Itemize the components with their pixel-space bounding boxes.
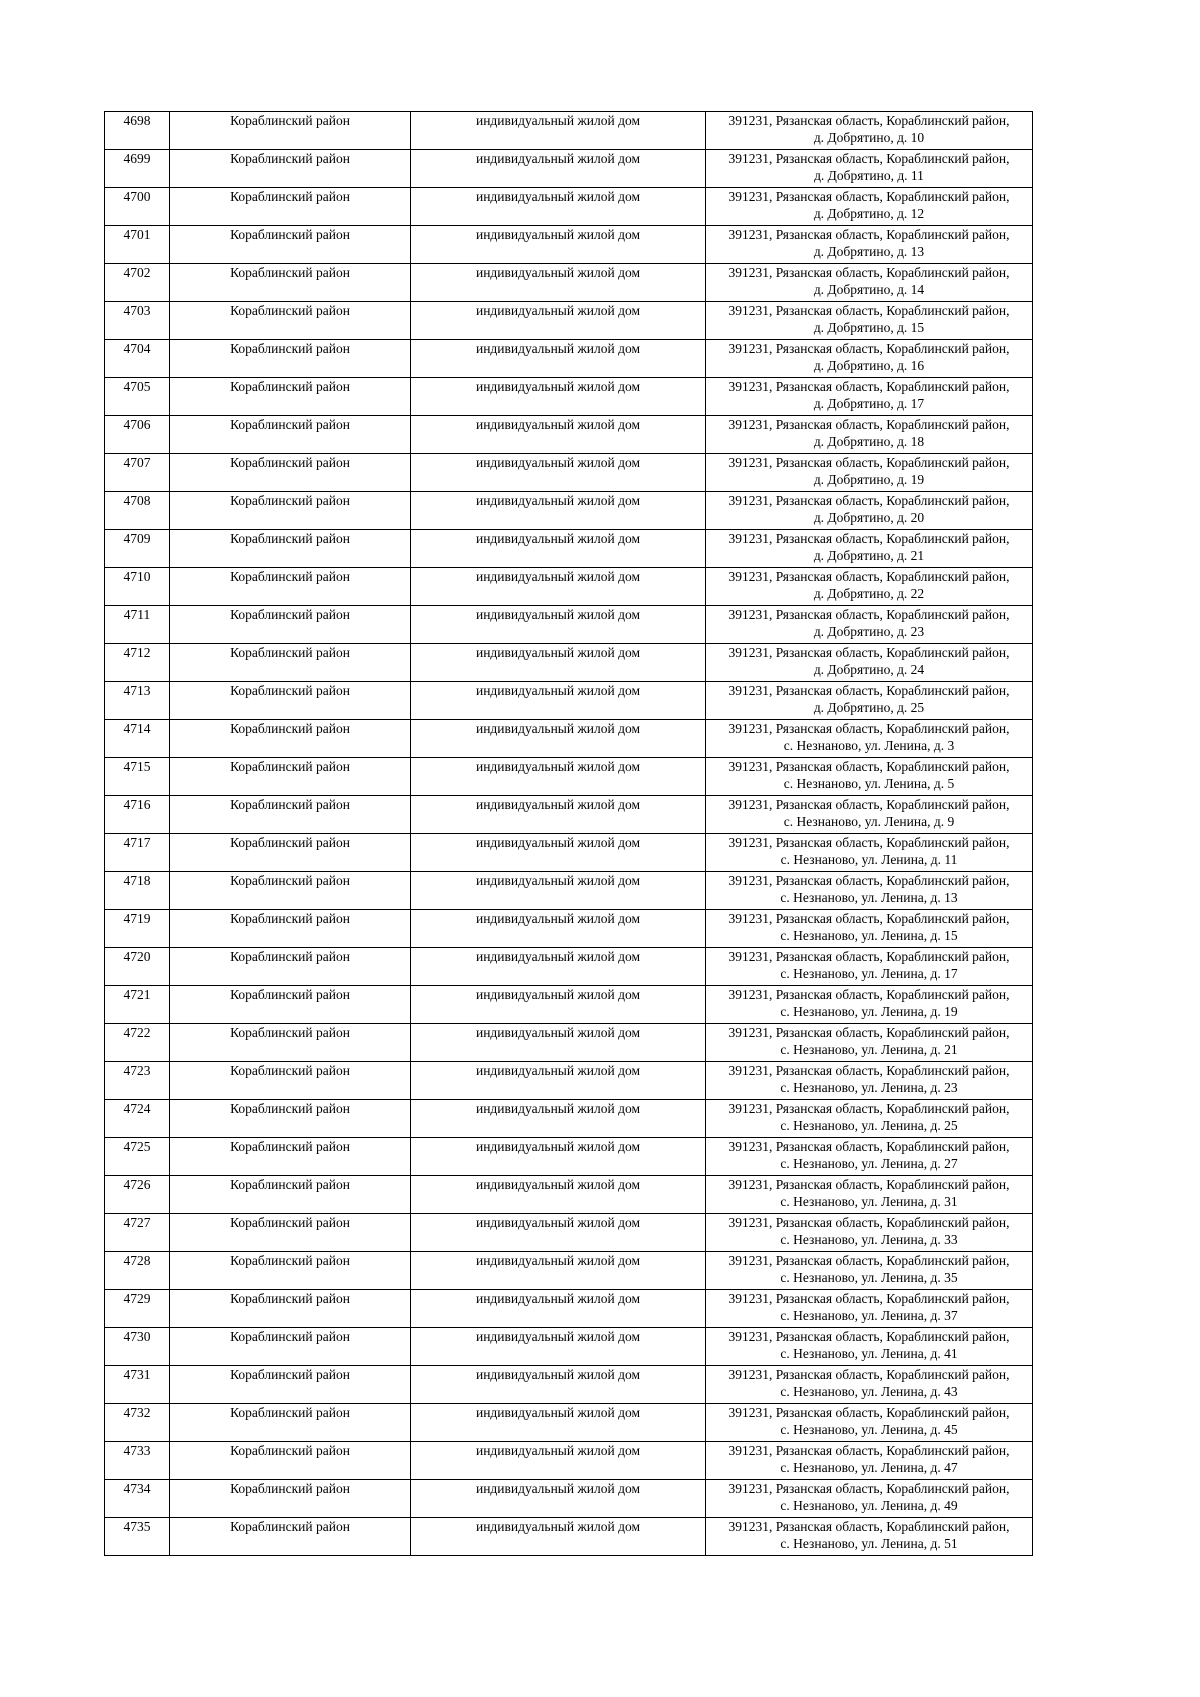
- address-cell: [706, 416, 1033, 454]
- address-cell: [706, 454, 1033, 492]
- object-type-cell: индивидуальный жилой дом: [411, 568, 706, 606]
- address-line-1: 391231, Рязанская область, Кораблинский район,: [728, 1291, 1010, 1306]
- district-cell: Кораблинский район: [170, 150, 411, 188]
- address-line-1: 391231, Рязанская область, Кораблинский район,: [728, 531, 1010, 546]
- row-number-cell: 4705: [105, 378, 170, 416]
- district-cell: Кораблинский район: [170, 530, 411, 568]
- address-cell: [706, 378, 1033, 416]
- district-cell: Кораблинский район: [170, 682, 411, 720]
- address-cell: [706, 1518, 1033, 1556]
- housing-registry-table: [104, 111, 1033, 1556]
- table-row: [105, 1138, 1033, 1176]
- district-cell: Кораблинский район: [170, 1100, 411, 1138]
- address-line-1: 391231, Рязанская область, Кораблинский район,: [728, 341, 1010, 356]
- row-number-cell: 4704: [105, 340, 170, 378]
- address-cell: [706, 226, 1033, 264]
- row-number-cell: 4710: [105, 568, 170, 606]
- district-cell: Кораблинский район: [170, 758, 411, 796]
- address-line-2: д. Добрятино, д. 13: [813, 244, 925, 259]
- object-type-cell: индивидуальный жилой дом: [411, 758, 706, 796]
- row-number-cell: 4708: [105, 492, 170, 530]
- table-row: [105, 378, 1033, 416]
- row-number-cell: 4721: [105, 986, 170, 1024]
- row-number-cell: 4700: [105, 188, 170, 226]
- address-cell: [706, 682, 1033, 720]
- row-number-cell: 4702: [105, 264, 170, 302]
- address-line-2: с. Незнаново, ул. Ленина, д. 35: [780, 1270, 958, 1285]
- address-cell: [706, 834, 1033, 872]
- row-number-cell: 4731: [105, 1366, 170, 1404]
- row-number-cell: 4720: [105, 948, 170, 986]
- row-number-cell: 4699: [105, 150, 170, 188]
- table-row: [105, 302, 1033, 340]
- address-line-1: 391231, Рязанская область, Кораблинский район,: [728, 911, 1010, 926]
- object-type-cell: индивидуальный жилой дом: [411, 1366, 706, 1404]
- row-number-cell: 4727: [105, 1214, 170, 1252]
- table-row: [105, 1328, 1033, 1366]
- object-type-cell: индивидуальный жилой дом: [411, 188, 706, 226]
- address-line-1: 391231, Рязанская область, Кораблинский район,: [728, 987, 1010, 1002]
- address-line-2: с. Незнаново, ул. Ленина, д. 49: [780, 1498, 958, 1513]
- address-line-2: с. Незнаново, ул. Ленина, д. 9: [783, 814, 955, 829]
- address-line-2: д. Добрятино, д. 19: [813, 472, 925, 487]
- row-number-cell: 4732: [105, 1404, 170, 1442]
- row-number-cell: 4709: [105, 530, 170, 568]
- row-number-cell: 4716: [105, 796, 170, 834]
- table-row: [105, 226, 1033, 264]
- address-line-1: 391231, Рязанская область, Кораблинский район,: [728, 683, 1010, 698]
- address-cell: [706, 1404, 1033, 1442]
- object-type-cell: индивидуальный жилой дом: [411, 1480, 706, 1518]
- district-cell: Кораблинский район: [170, 720, 411, 758]
- table-row: [105, 1176, 1033, 1214]
- row-number-cell: 4728: [105, 1252, 170, 1290]
- row-number-cell: 4718: [105, 872, 170, 910]
- address-cell: [706, 1214, 1033, 1252]
- address-line-2: д. Добрятино, д. 24: [813, 662, 925, 677]
- address-line-2: с. Незнаново, ул. Ленина, д. 51: [780, 1536, 958, 1551]
- district-cell: Кораблинский район: [170, 834, 411, 872]
- table-row: [105, 530, 1033, 568]
- table-row: [105, 682, 1033, 720]
- object-type-cell: индивидуальный жилой дом: [411, 416, 706, 454]
- row-number-cell: 4707: [105, 454, 170, 492]
- address-line-1: 391231, Рязанская область, Кораблинский район,: [728, 493, 1010, 508]
- table-row: [105, 112, 1033, 150]
- address-line-2: с. Незнаново, ул. Ленина, д. 33: [780, 1232, 958, 1247]
- address-cell: [706, 1328, 1033, 1366]
- row-number-cell: 4713: [105, 682, 170, 720]
- address-line-2: с. Незнаново, ул. Ленина, д. 5: [783, 776, 955, 791]
- address-line-2: с. Незнаново, ул. Ленина, д. 17: [780, 966, 958, 981]
- address-line-2: с. Незнаново, ул. Ленина, д. 11: [780, 852, 958, 867]
- table-row: [105, 1404, 1033, 1442]
- district-cell: Кораблинский район: [170, 1518, 411, 1556]
- object-type-cell: индивидуальный жилой дом: [411, 682, 706, 720]
- address-line-1: 391231, Рязанская область, Кораблинский район,: [728, 1253, 1010, 1268]
- row-number-cell: 4703: [105, 302, 170, 340]
- address-line-1: 391231, Рязанская область, Кораблинский район,: [728, 1063, 1010, 1078]
- row-number-cell: 4715: [105, 758, 170, 796]
- address-line-1: 391231, Рязанская область, Кораблинский район,: [728, 417, 1010, 432]
- table-row: [105, 150, 1033, 188]
- district-cell: Кораблинский район: [170, 1404, 411, 1442]
- row-number-cell: 4724: [105, 1100, 170, 1138]
- address-cell: [706, 1062, 1033, 1100]
- object-type-cell: индивидуальный жилой дом: [411, 606, 706, 644]
- address-line-1: 391231, Рязанская область, Кораблинский район,: [728, 1025, 1010, 1040]
- district-cell: Кораблинский район: [170, 1442, 411, 1480]
- district-cell: Кораблинский район: [170, 492, 411, 530]
- address-line-1: 391231, Рязанская область, Кораблинский район,: [728, 1443, 1010, 1458]
- row-number-cell: 4701: [105, 226, 170, 264]
- district-cell: Кораблинский район: [170, 796, 411, 834]
- object-type-cell: индивидуальный жилой дом: [411, 454, 706, 492]
- table-row: [105, 492, 1033, 530]
- address-line-1: 391231, Рязанская область, Кораблинский район,: [728, 797, 1010, 812]
- district-cell: Кораблинский район: [170, 188, 411, 226]
- table-row: [105, 1366, 1033, 1404]
- table-row: [105, 1214, 1033, 1252]
- table-row: [105, 606, 1033, 644]
- table-row: [105, 644, 1033, 682]
- object-type-cell: индивидуальный жилой дом: [411, 948, 706, 986]
- district-cell: Кораблинский район: [170, 872, 411, 910]
- address-line-1: 391231, Рязанская область, Кораблинский район,: [728, 1101, 1010, 1116]
- row-number-cell: 4711: [105, 606, 170, 644]
- address-line-2: с. Незнаново, ул. Ленина, д. 31: [780, 1194, 958, 1209]
- address-line-2: д. Добрятино, д. 25: [813, 700, 925, 715]
- address-line-1: 391231, Рязанская область, Кораблинский район,: [728, 645, 1010, 660]
- table-row: [105, 1442, 1033, 1480]
- address-line-2: с. Незнаново, ул. Ленина, д. 23: [780, 1080, 958, 1095]
- object-type-cell: индивидуальный жилой дом: [411, 910, 706, 948]
- address-line-2: с. Незнаново, ул. Ленина, д. 41: [780, 1346, 958, 1361]
- address-line-1: 391231, Рязанская область, Кораблинский район,: [728, 1519, 1010, 1534]
- object-type-cell: индивидуальный жилой дом: [411, 1518, 706, 1556]
- district-cell: Кораблинский район: [170, 378, 411, 416]
- address-line-2: д. Добрятино, д. 18: [813, 434, 925, 449]
- row-number-cell: 4730: [105, 1328, 170, 1366]
- address-cell: [706, 948, 1033, 986]
- table-row: [105, 1290, 1033, 1328]
- address-line-1: 391231, Рязанская область, Кораблинский район,: [728, 1367, 1010, 1382]
- address-cell: [706, 796, 1033, 834]
- row-number-cell: 4733: [105, 1442, 170, 1480]
- address-line-1: 391231, Рязанская область, Кораблинский район,: [728, 873, 1010, 888]
- address-line-2: с. Незнаново, ул. Ленина, д. 3: [783, 738, 955, 753]
- address-line-1: 391231, Рязанская область, Кораблинский район,: [728, 1329, 1010, 1344]
- row-number-cell: 4723: [105, 1062, 170, 1100]
- object-type-cell: индивидуальный жилой дом: [411, 226, 706, 264]
- table-row: [105, 796, 1033, 834]
- table-row: [105, 568, 1033, 606]
- row-number-cell: 4729: [105, 1290, 170, 1328]
- object-type-cell: индивидуальный жилой дом: [411, 796, 706, 834]
- table-row: [105, 1480, 1033, 1518]
- district-cell: Кораблинский район: [170, 1366, 411, 1404]
- address-line-1: 391231, Рязанская область, Кораблинский район,: [728, 379, 1010, 394]
- district-cell: Кораблинский район: [170, 1290, 411, 1328]
- address-line-1: 391231, Рязанская область, Кораблинский район,: [728, 227, 1010, 242]
- address-line-2: д. Добрятино, д. 11: [814, 168, 924, 183]
- address-line-2: с. Незнаново, ул. Ленина, д. 15: [780, 928, 958, 943]
- district-cell: Кораблинский район: [170, 454, 411, 492]
- table-row: [105, 834, 1033, 872]
- address-line-1: 391231, Рязанская область, Кораблинский район,: [728, 1215, 1010, 1230]
- address-cell: [706, 758, 1033, 796]
- address-cell: [706, 1024, 1033, 1062]
- address-line-2: с. Незнаново, ул. Ленина, д. 19: [780, 1004, 958, 1019]
- table-body: [105, 112, 1033, 1556]
- address-line-1: 391231, Рязанская область, Кораблинский район,: [728, 759, 1010, 774]
- address-line-2: д. Добрятино, д. 22: [813, 586, 925, 601]
- table-row: [105, 454, 1033, 492]
- document-page: [104, 111, 1032, 1556]
- address-line-1: 391231, Рязанская область, Кораблинский район,: [728, 455, 1010, 470]
- district-cell: Кораблинский район: [170, 644, 411, 682]
- row-number-cell: 4714: [105, 720, 170, 758]
- district-cell: Кораблинский район: [170, 1024, 411, 1062]
- address-line-2: д. Добрятино, д. 23: [813, 624, 925, 639]
- object-type-cell: индивидуальный жилой дом: [411, 1176, 706, 1214]
- row-number-cell: 4725: [105, 1138, 170, 1176]
- address-line-2: д. Добрятино, д. 15: [813, 320, 925, 335]
- address-line-1: 391231, Рязанская область, Кораблинский район,: [728, 303, 1010, 318]
- table-row: [105, 948, 1033, 986]
- address-cell: [706, 606, 1033, 644]
- address-line-2: д. Добрятино, д. 21: [813, 548, 925, 563]
- address-cell: [706, 872, 1033, 910]
- district-cell: Кораблинский район: [170, 302, 411, 340]
- table-row: [105, 1100, 1033, 1138]
- object-type-cell: индивидуальный жилой дом: [411, 1214, 706, 1252]
- address-cell: [706, 1366, 1033, 1404]
- table-row: [105, 758, 1033, 796]
- object-type-cell: индивидуальный жилой дом: [411, 378, 706, 416]
- address-line-2: с. Незнаново, ул. Ленина, д. 47: [780, 1460, 958, 1475]
- address-line-2: д. Добрятино, д. 20: [813, 510, 925, 525]
- object-type-cell: индивидуальный жилой дом: [411, 986, 706, 1024]
- address-line-2: д. Добрятино, д. 17: [813, 396, 925, 411]
- address-line-2: с. Незнаново, ул. Ленина, д. 45: [780, 1422, 958, 1437]
- table-row: [105, 1252, 1033, 1290]
- address-cell: [706, 720, 1033, 758]
- address-cell: [706, 1480, 1033, 1518]
- address-cell: [706, 1100, 1033, 1138]
- row-number-cell: 4726: [105, 1176, 170, 1214]
- address-line-1: 391231, Рязанская область, Кораблинский район,: [728, 189, 1010, 204]
- district-cell: Кораблинский район: [170, 1062, 411, 1100]
- row-number-cell: 4735: [105, 1518, 170, 1556]
- object-type-cell: индивидуальный жилой дом: [411, 720, 706, 758]
- address-cell: [706, 1252, 1033, 1290]
- district-cell: Кораблинский район: [170, 1138, 411, 1176]
- address-cell: [706, 568, 1033, 606]
- object-type-cell: индивидуальный жилой дом: [411, 530, 706, 568]
- address-line-1: 391231, Рязанская область, Кораблинский район,: [728, 1177, 1010, 1192]
- address-line-2: д. Добрятино, д. 10: [813, 130, 925, 145]
- district-cell: Кораблинский район: [170, 910, 411, 948]
- address-line-2: с. Незнаново, ул. Ленина, д. 27: [780, 1156, 958, 1171]
- district-cell: Кораблинский район: [170, 340, 411, 378]
- address-line-1: 391231, Рязанская область, Кораблинский район,: [728, 113, 1010, 128]
- district-cell: Кораблинский район: [170, 1480, 411, 1518]
- district-cell: Кораблинский район: [170, 1214, 411, 1252]
- object-type-cell: индивидуальный жилой дом: [411, 644, 706, 682]
- object-type-cell: индивидуальный жилой дом: [411, 834, 706, 872]
- object-type-cell: индивидуальный жилой дом: [411, 1290, 706, 1328]
- table-row: [105, 416, 1033, 454]
- address-line-2: с. Незнаново, ул. Ленина, д. 21: [780, 1042, 958, 1057]
- address-line-1: 391231, Рязанская область, Кораблинский район,: [728, 1481, 1010, 1496]
- district-cell: Кораблинский район: [170, 1252, 411, 1290]
- address-cell: [706, 986, 1033, 1024]
- address-line-2: с. Незнаново, ул. Ленина, д. 25: [780, 1118, 958, 1133]
- table-row: [105, 872, 1033, 910]
- address-line-1: 391231, Рязанская область, Кораблинский район,: [728, 569, 1010, 584]
- address-line-1: 391231, Рязанская область, Кораблинский район,: [728, 1139, 1010, 1154]
- row-number-cell: 4719: [105, 910, 170, 948]
- object-type-cell: индивидуальный жилой дом: [411, 492, 706, 530]
- table-row: [105, 264, 1033, 302]
- address-line-1: 391231, Рязанская область, Кораблинский район,: [728, 835, 1010, 850]
- address-line-2: д. Добрятино, д. 14: [813, 282, 925, 297]
- table-row: [105, 340, 1033, 378]
- object-type-cell: индивидуальный жилой дом: [411, 872, 706, 910]
- address-line-1: 391231, Рязанская область, Кораблинский район,: [728, 151, 1010, 166]
- address-cell: [706, 302, 1033, 340]
- address-line-2: с. Незнаново, ул. Ленина, д. 37: [780, 1308, 958, 1323]
- object-type-cell: индивидуальный жилой дом: [411, 1100, 706, 1138]
- district-cell: Кораблинский район: [170, 606, 411, 644]
- address-cell: [706, 644, 1033, 682]
- row-number-cell: 4706: [105, 416, 170, 454]
- address-line-2: д. Добрятино, д. 16: [813, 358, 925, 373]
- table-row: [105, 1024, 1033, 1062]
- row-number-cell: 4734: [105, 1480, 170, 1518]
- address-cell: [706, 150, 1033, 188]
- table-row: [105, 910, 1033, 948]
- address-cell: [706, 1138, 1033, 1176]
- address-cell: [706, 492, 1033, 530]
- table-row: [105, 1062, 1033, 1100]
- object-type-cell: индивидуальный жилой дом: [411, 1404, 706, 1442]
- address-line-1: 391231, Рязанская область, Кораблинский район,: [728, 949, 1010, 964]
- address-line-2: с. Незнаново, ул. Ленина, д. 13: [780, 890, 958, 905]
- object-type-cell: индивидуальный жилой дом: [411, 264, 706, 302]
- object-type-cell: индивидуальный жилой дом: [411, 150, 706, 188]
- address-cell: [706, 530, 1033, 568]
- district-cell: Кораблинский район: [170, 226, 411, 264]
- table-row: [105, 188, 1033, 226]
- row-number-cell: 4717: [105, 834, 170, 872]
- district-cell: Кораблинский район: [170, 264, 411, 302]
- address-line-1: 391231, Рязанская область, Кораблинский район,: [728, 1405, 1010, 1420]
- district-cell: Кораблинский район: [170, 986, 411, 1024]
- district-cell: Кораблинский район: [170, 1328, 411, 1366]
- object-type-cell: индивидуальный жилой дом: [411, 302, 706, 340]
- object-type-cell: индивидуальный жилой дом: [411, 1252, 706, 1290]
- table-row: [105, 720, 1033, 758]
- address-line-2: с. Незнаново, ул. Ленина, д. 43: [780, 1384, 958, 1399]
- address-cell: [706, 264, 1033, 302]
- address-cell: [706, 340, 1033, 378]
- address-cell: [706, 1442, 1033, 1480]
- address-line-2: д. Добрятино, д. 12: [813, 206, 925, 221]
- district-cell: Кораблинский район: [170, 112, 411, 150]
- district-cell: Кораблинский район: [170, 568, 411, 606]
- object-type-cell: индивидуальный жилой дом: [411, 1328, 706, 1366]
- object-type-cell: индивидуальный жилой дом: [411, 1024, 706, 1062]
- district-cell: Кораблинский район: [170, 416, 411, 454]
- address-cell: [706, 910, 1033, 948]
- object-type-cell: индивидуальный жилой дом: [411, 1062, 706, 1100]
- address-cell: [706, 188, 1033, 226]
- object-type-cell: индивидуальный жилой дом: [411, 1442, 706, 1480]
- district-cell: Кораблинский район: [170, 948, 411, 986]
- address-line-1: 391231, Рязанская область, Кораблинский район,: [728, 721, 1010, 736]
- table-row: [105, 986, 1033, 1024]
- table-row: [105, 1518, 1033, 1556]
- row-number-cell: 4712: [105, 644, 170, 682]
- row-number-cell: 4698: [105, 112, 170, 150]
- address-line-1: 391231, Рязанская область, Кораблинский район,: [728, 265, 1010, 280]
- object-type-cell: индивидуальный жилой дом: [411, 340, 706, 378]
- object-type-cell: индивидуальный жилой дом: [411, 1138, 706, 1176]
- address-cell: [706, 1176, 1033, 1214]
- address-cell: [706, 1290, 1033, 1328]
- address-cell: [706, 112, 1033, 150]
- row-number-cell: 4722: [105, 1024, 170, 1062]
- object-type-cell: индивидуальный жилой дом: [411, 112, 706, 150]
- address-line-1: 391231, Рязанская область, Кораблинский район,: [728, 607, 1010, 622]
- district-cell: Кораблинский район: [170, 1176, 411, 1214]
